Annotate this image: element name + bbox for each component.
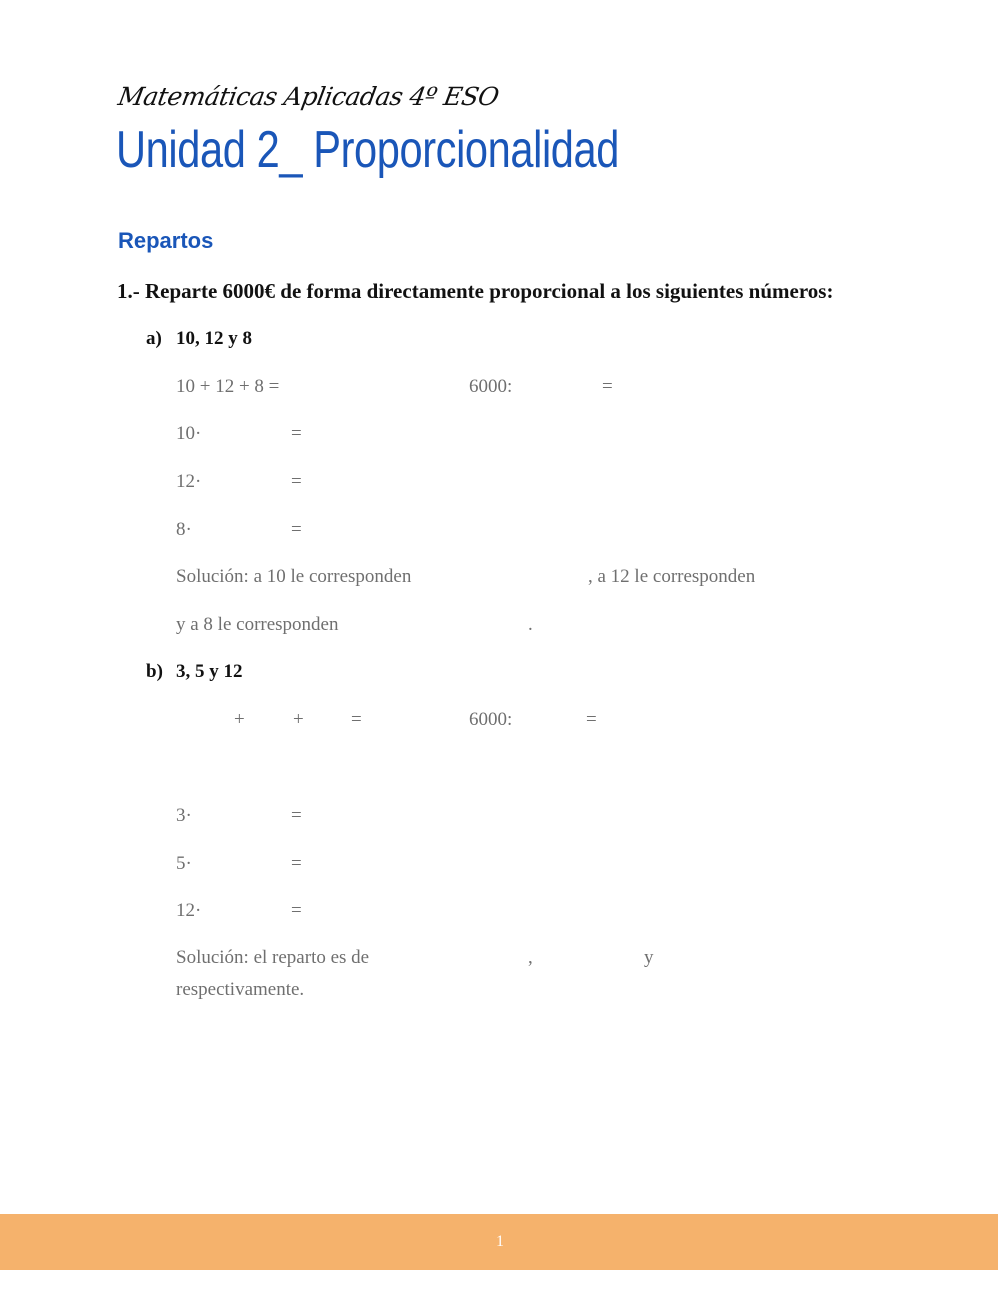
part-b-division-expression: 6000:: [469, 709, 513, 730]
part-b-row-1-equals: =: [291, 805, 302, 826]
part-b-plus-1: +: [234, 709, 245, 730]
part-a-row-2-equals: =: [291, 471, 302, 492]
part-b-label: b): [146, 661, 163, 682]
page-title: Unidad 2_ Proporcionalidad: [116, 121, 620, 179]
section-title: Repartos: [118, 228, 214, 253]
part-b-solution-and: y: [644, 947, 654, 968]
part-a-division-equals: =: [602, 376, 613, 397]
part-b-solution-comma: ,: [528, 947, 533, 968]
part-a-numbers: 10, 12 y 8: [176, 328, 252, 349]
part-b-numbers: 3, 5 y 12: [176, 661, 243, 682]
part-a-solution-end-line: y a 8 le corresponden: [176, 614, 339, 635]
part-b-sum-equals: =: [351, 709, 362, 730]
question-text: 1.- Reparte 6000€ de forma directamente proporcional a los siguientes números:: [117, 279, 834, 303]
part-b-plus-2: +: [293, 709, 304, 730]
page-number: 1: [496, 1233, 504, 1250]
part-b-row-2-equals: =: [291, 853, 302, 874]
part-b-solution-start: Solución: el reparto es de: [176, 947, 370, 968]
page-footer: [0, 1214, 998, 1270]
part-a-row-2-mult: 12·: [176, 471, 202, 492]
course-subtitle: Matemáticas Aplicadas 4º ESO: [116, 82, 501, 111]
part-b-division-equals: =: [586, 709, 597, 730]
part-a-solution-period: .: [528, 614, 533, 635]
part-b-row-3-mult: 12·: [176, 900, 202, 921]
part-b-solution-end: respectivamente.: [176, 979, 305, 1000]
part-a-sum-expression: 10 + 12 + 8 =: [176, 376, 280, 397]
part-a-solution-start: Solución: a 10 le corresponden: [176, 566, 412, 587]
part-b-row-3-equals: =: [291, 900, 302, 921]
part-a-row-3-equals: =: [291, 519, 302, 540]
part-a-row-3-mult: 8·: [176, 519, 192, 540]
part-b-row-2-mult: 5·: [176, 853, 192, 874]
part-a-row-1-equals: =: [291, 423, 302, 444]
part-a-division-expression: 6000:: [469, 376, 513, 397]
part-a-row-1-mult: 10·: [176, 423, 202, 444]
part-b-row-1-mult: 3·: [176, 805, 192, 826]
part-a-label: a): [146, 328, 162, 349]
part-a-solution-middle: , a 12 le corresponden: [588, 566, 756, 587]
